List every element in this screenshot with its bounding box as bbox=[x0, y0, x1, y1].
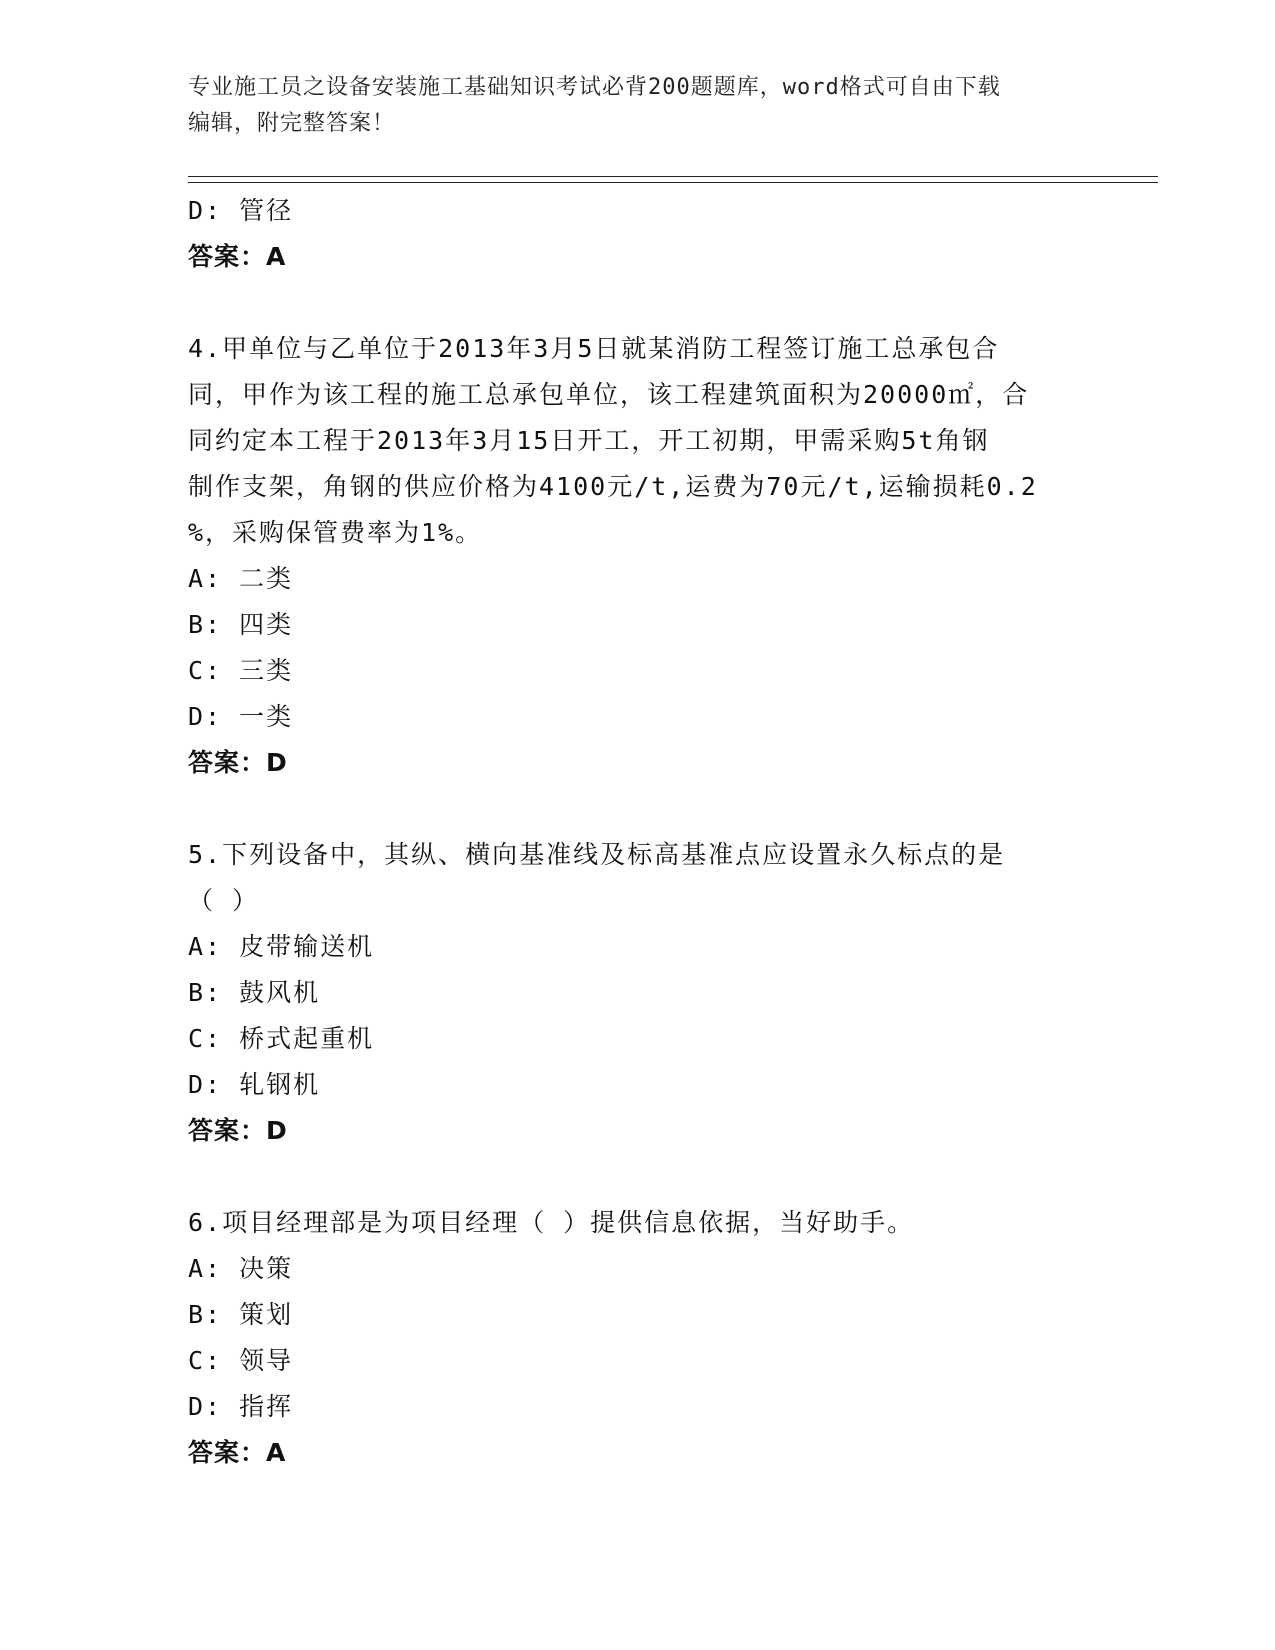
option-c: C: 桥式起重机 bbox=[188, 1024, 375, 1053]
question-stem-line: 同约定本工程于2013年3月15日开工，开工初期，甲需采购5t角钢 bbox=[188, 426, 990, 455]
option-a: A: 皮带输送机 bbox=[188, 932, 375, 961]
answer: 答案：D bbox=[188, 1116, 288, 1145]
option-d: D: 管径 bbox=[188, 196, 294, 225]
question-stem-line: %，采购保管费率为1%。 bbox=[188, 518, 483, 547]
question-6 bbox=[188, 1200, 1088, 1476]
spacer bbox=[188, 280, 1088, 326]
header-line-1: 专业施工员之设备安装施工基础知识考试必背200题题库，word格式可自由下载 bbox=[188, 75, 1001, 100]
option-d: D: 指挥 bbox=[188, 1392, 294, 1421]
header-line-2: 编辑，附完整答案！ bbox=[188, 111, 396, 136]
question-stem-line: 4.甲单位与乙单位于2013年3月5日就某消防工程签订施工总承包合 bbox=[188, 334, 1000, 363]
answer: 答案：A bbox=[188, 1438, 287, 1467]
option-b: B: 策划 bbox=[188, 1300, 294, 1329]
spacer bbox=[188, 1154, 1088, 1200]
question-stem-line: 5.下列设备中，其纵、横向基准线及标高基准点应设置永久标点的是 bbox=[188, 840, 1006, 869]
question-list bbox=[188, 188, 1088, 1476]
question-5 bbox=[188, 832, 1088, 1154]
answer: 答案：A bbox=[188, 242, 287, 271]
option-a: A: 决策 bbox=[188, 1254, 294, 1283]
question-4 bbox=[188, 326, 1088, 786]
option-a: A: 二类 bbox=[188, 564, 294, 593]
question-stem-line: 同，甲作为该工程的施工总承包单位，该工程建筑面积为20000㎡，合 bbox=[188, 380, 1030, 409]
question-stem-line: （ ） bbox=[188, 886, 260, 915]
header-divider bbox=[188, 176, 1158, 183]
option-d: D: 一类 bbox=[188, 702, 294, 731]
question-stem-line: 制作支架，角钢的供应价格为4100元/t,运费为70元/t,运输损耗0.2 bbox=[188, 472, 1038, 501]
option-c: C: 领导 bbox=[188, 1346, 294, 1375]
document-header bbox=[188, 70, 1088, 142]
option-d: D: 轧钢机 bbox=[188, 1070, 321, 1099]
answer: 答案：D bbox=[188, 748, 288, 777]
question-stem-line: 6.项目经理部是为项目经理（ ）提供信息依据，当好助手。 bbox=[188, 1208, 915, 1237]
option-b: B: 四类 bbox=[188, 610, 294, 639]
option-b: B: 鼓风机 bbox=[188, 978, 321, 1007]
prev-question-tail bbox=[188, 188, 1088, 280]
spacer bbox=[188, 786, 1088, 832]
option-c: C: 三类 bbox=[188, 656, 294, 685]
